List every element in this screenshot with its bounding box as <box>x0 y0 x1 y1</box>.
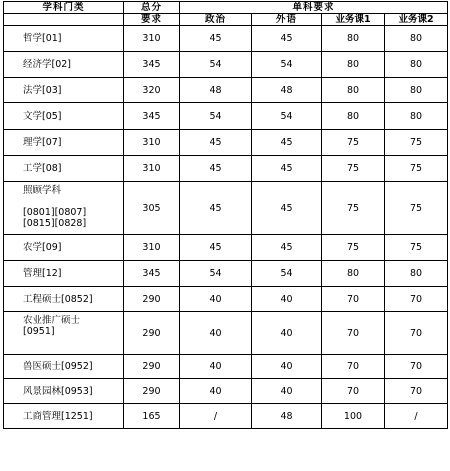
politics-cell: 54 <box>180 261 252 287</box>
course-2-cell: 70 <box>385 312 448 355</box>
politics-cell: 45 <box>180 235 252 261</box>
course-1-cell: 70 <box>322 379 385 404</box>
header-foreign-language: 外语 <box>252 14 322 26</box>
course-1-cell: 70 <box>322 355 385 379</box>
total-score-cell: 320 <box>124 78 180 103</box>
politics-cell: 48 <box>180 78 252 103</box>
course-2-cell: 75 <box>385 182 448 235</box>
table-row <box>4 26 448 52</box>
subject-label-line: [0815][0828] <box>23 218 87 229</box>
subject-label-line: 理学[07] <box>23 137 62 148</box>
table-row <box>4 404 448 429</box>
header-category-blank <box>4 14 124 26</box>
course-1-cell: 80 <box>322 103 385 130</box>
foreign-language-cell: 48 <box>252 78 322 103</box>
course-1-cell: 80 <box>322 26 385 52</box>
subject-cell <box>4 52 124 78</box>
table-row <box>4 156 448 182</box>
politics-cell: 45 <box>180 182 252 235</box>
header-politics: 政治 <box>180 14 252 26</box>
total-score-cell: 310 <box>124 235 180 261</box>
foreign-language-cell: 40 <box>252 355 322 379</box>
subject-label-line: 管理[12] <box>23 268 62 279</box>
subject-cell <box>4 379 124 404</box>
course-1-cell: 70 <box>322 287 385 312</box>
table-row <box>4 287 448 312</box>
foreign-language-cell: 45 <box>252 235 322 261</box>
course-2-cell: 70 <box>385 355 448 379</box>
foreign-language-cell: 54 <box>252 52 322 78</box>
subject-cell <box>4 235 124 261</box>
course-1-cell: 75 <box>322 156 385 182</box>
course-2-cell: 80 <box>385 52 448 78</box>
course-1-cell: 100 <box>322 404 385 429</box>
header-row-2 <box>4 14 448 26</box>
total-score-cell: 310 <box>124 26 180 52</box>
subject-label-line: [0951] <box>23 326 55 337</box>
subject-label-line: 农业推广硕士 <box>23 315 81 326</box>
table-row <box>4 103 448 130</box>
subject-label-line: 文学[05] <box>23 110 62 122</box>
header-total: 总分 <box>124 2 180 14</box>
course-1-cell: 75 <box>322 182 385 235</box>
table-row <box>4 312 448 355</box>
subject-cell <box>4 182 124 235</box>
foreign-language-cell: 40 <box>252 379 322 404</box>
header-category: 学科门类 <box>4 2 124 14</box>
course-1-cell: 80 <box>322 261 385 287</box>
subject-label-line: 经济学[02] <box>23 59 72 70</box>
total-score-cell: 345 <box>124 261 180 287</box>
course-2-cell: 80 <box>385 78 448 103</box>
total-score-cell: 290 <box>124 355 180 379</box>
subject-label-line: 农学[09] <box>23 242 62 253</box>
politics-cell: 40 <box>180 379 252 404</box>
table-row <box>4 78 448 103</box>
subject-label-line <box>23 196 123 207</box>
subject-cell <box>4 130 124 156</box>
table-row <box>4 130 448 156</box>
subject-label-line: 法学[03] <box>23 84 62 96</box>
politics-cell: 40 <box>180 287 252 312</box>
total-score-cell: 345 <box>124 52 180 78</box>
subject-cell <box>4 261 124 287</box>
total-score-cell: 310 <box>124 156 180 182</box>
foreign-language-cell: 45 <box>252 26 322 52</box>
foreign-language-cell: 54 <box>252 261 322 287</box>
foreign-language-cell: 40 <box>252 312 322 355</box>
course-1-cell: 80 <box>322 78 385 103</box>
foreign-language-cell: 45 <box>252 130 322 156</box>
course-1-cell: 80 <box>322 52 385 78</box>
header-total-requirement: 要求 <box>124 14 180 26</box>
politics-cell: 54 <box>180 103 252 130</box>
subject-label-line: 工商管理[1251] <box>23 410 93 422</box>
subject-label-line: 照顾学科 <box>23 185 62 196</box>
politics-cell: 45 <box>180 156 252 182</box>
course-2-cell: 75 <box>385 130 448 156</box>
table-body <box>4 26 448 429</box>
total-score-cell: 290 <box>124 312 180 355</box>
subject-label-line: [0801][0807] <box>23 207 87 218</box>
subject-cell <box>4 103 124 130</box>
subject-label-line: 风景园林[0953] <box>23 385 93 397</box>
course-2-cell: 80 <box>385 103 448 130</box>
foreign-language-cell: 45 <box>252 156 322 182</box>
subject-cell <box>4 26 124 52</box>
subject-cell <box>4 78 124 103</box>
politics-cell: 45 <box>180 130 252 156</box>
subject-label-line: 哲学[01] <box>23 33 62 44</box>
total-score-cell: 290 <box>124 379 180 404</box>
total-score-cell: 290 <box>124 287 180 312</box>
course-2-cell: 70 <box>385 379 448 404</box>
subject-label-line: 工程硕士[0852] <box>23 293 93 305</box>
course-1-cell: 70 <box>322 312 385 355</box>
table-row <box>4 261 448 287</box>
total-score-cell: 345 <box>124 103 180 130</box>
foreign-language-cell: 45 <box>252 182 322 235</box>
politics-cell: 54 <box>180 52 252 78</box>
total-score-cell: 305 <box>124 182 180 235</box>
course-2-cell: 70 <box>385 287 448 312</box>
politics-cell: 45 <box>180 26 252 52</box>
table-row <box>4 379 448 404</box>
subject-cell <box>4 312 124 355</box>
subject-cell <box>4 404 124 429</box>
table-row <box>4 182 448 235</box>
course-2-cell: 75 <box>385 235 448 261</box>
subject-cell <box>4 287 124 312</box>
foreign-language-cell: 48 <box>252 404 322 429</box>
subject-label-line: 工学[08] <box>23 163 62 174</box>
course-1-cell: 75 <box>322 235 385 261</box>
course-2-cell: 80 <box>385 26 448 52</box>
course-2-cell: / <box>385 404 448 429</box>
score-table <box>3 1 448 429</box>
subject-cell <box>4 156 124 182</box>
header-row-1 <box>4 2 448 14</box>
foreign-language-cell: 40 <box>252 287 322 312</box>
table-row <box>4 355 448 379</box>
subject-label-line: 兽医硕士[0952] <box>23 361 93 372</box>
politics-cell: 40 <box>180 355 252 379</box>
foreign-language-cell: 54 <box>252 103 322 130</box>
header-single-subject: 单科要求 <box>180 2 448 14</box>
header-course-2: 业务课2 <box>385 14 448 26</box>
total-score-cell: 165 <box>124 404 180 429</box>
course-2-cell: 75 <box>385 156 448 182</box>
table-row <box>4 235 448 261</box>
course-1-cell: 75 <box>322 130 385 156</box>
politics-cell: 40 <box>180 312 252 355</box>
politics-cell: / <box>180 404 252 429</box>
header-course-1: 业务课1 <box>322 14 385 26</box>
course-2-cell: 80 <box>385 261 448 287</box>
total-score-cell: 310 <box>124 130 180 156</box>
subject-cell <box>4 355 124 379</box>
table-row <box>4 52 448 78</box>
